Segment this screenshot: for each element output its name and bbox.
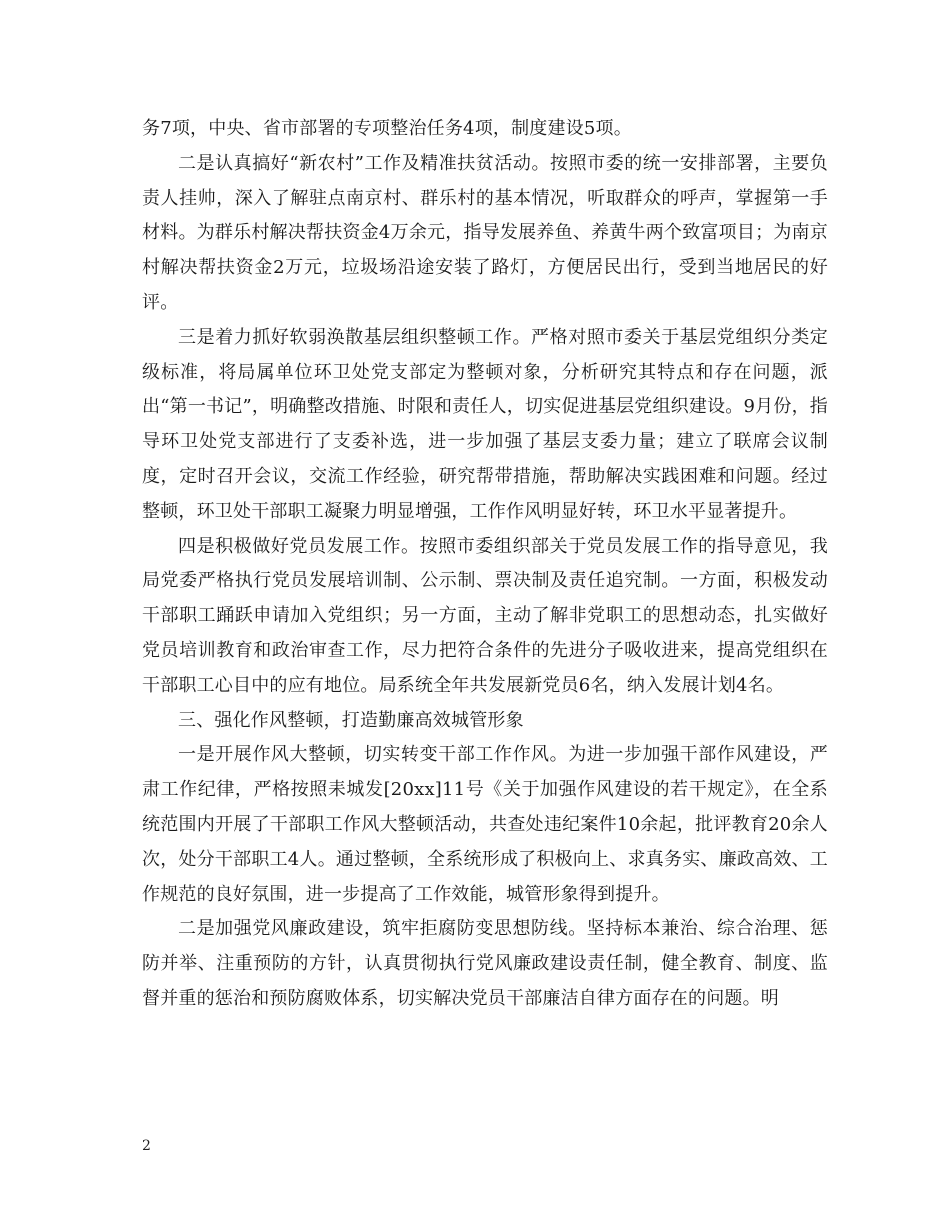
page-number: 2 [142,1138,151,1154]
paragraph-7: 二是加强党风廉政建设，筑牢拒腐防变思想防线。坚持标本兼治、综合治理、惩防并举、注重预防的方针，认真贯彻执行党风廉政建设责任制，健全教育、制度、监督并重的惩治和预防腐败体系，切实解决党员干部廉洁自律方面存在的问题。明 [142,918,828,1009]
paragraph-3: 三是着力抓好软弱涣散基层组织整顿工作。严格对照市委关于基层党组织分类定级标准，将局属单位环卫处党支部定为整顿对象，分析研究其特点和存在问题，派出“第一书记”，明确整改措施、时限和责任人，切实促进基层党组织建设。9月份，指导环卫处党支部进行了支委补选，进一步加强了基层支委力量；建立了联席会议制度，定时召开会议，交流工作经验，研究帮带措施，帮助解决实践困难和问题。经过整顿，环卫处干部职工凝聚力明显增强，工作作风明显好转，环卫水平显著提升。 [142,326,828,522]
paragraph-4: 四是积极做好党员发展工作。按照市委组织部关于党员发展工作的指导意见，我局党委严格执行党员发展培训制、公示制、票决制及责任追究制。一方面，积极发动干部职工踊跃申请加入党组织；另一方面，主动了解非党职工的思想动态，扎实做好党员培训教育和政治审查工作，尽力把符合条件的先进分子吸收进来，提高党组织在干部职工心目中的应有地位。局系统全年共发展新党员6名，纳入发展计划4名。 [142,535,828,696]
paragraph-2: 二是认真搞好“新农村”工作及精准扶贫活动。按照市委的统一安排部署，主要负责人挂帅，深入了解驻点南京村、群乐村的基本情况，听取群众的呼声，掌握第一手材料。为群乐村解决帮扶资金4万余元，指导发展养鱼、养黄牛两个致富项目；为南京村解决帮扶资金2万元，垃圾场沿途安装了路灯，方便居民出行，受到当地居民的好评。 [142,152,828,313]
section-heading: 三、强化作风整顿，打造勤廉高效城管形象 [178,709,524,731]
paragraph-6: 一是开展作风大整顿，切实转变干部工作作风。为进一步加强干部作风建设，严肃工作纪律，严格按照耒城发[20xx]11号《关于加强作风建设的若干规定》，在全系统范围内开展了干部职工作风大整顿活动，共查处违纪案件10余起，批评教育20余人次，处分干部职工4人。通过整顿，全系统形成了积极向上、求真务实、廉政高效、工作规范的良好氛围，进一步提高了工作效能，城管形象得到提升。 [142,744,828,905]
paragraph-1: 务7项，中央、省市部署的专项整治任务4项，制度建设5项。 [142,118,632,139]
body-text [142,112,828,1017]
